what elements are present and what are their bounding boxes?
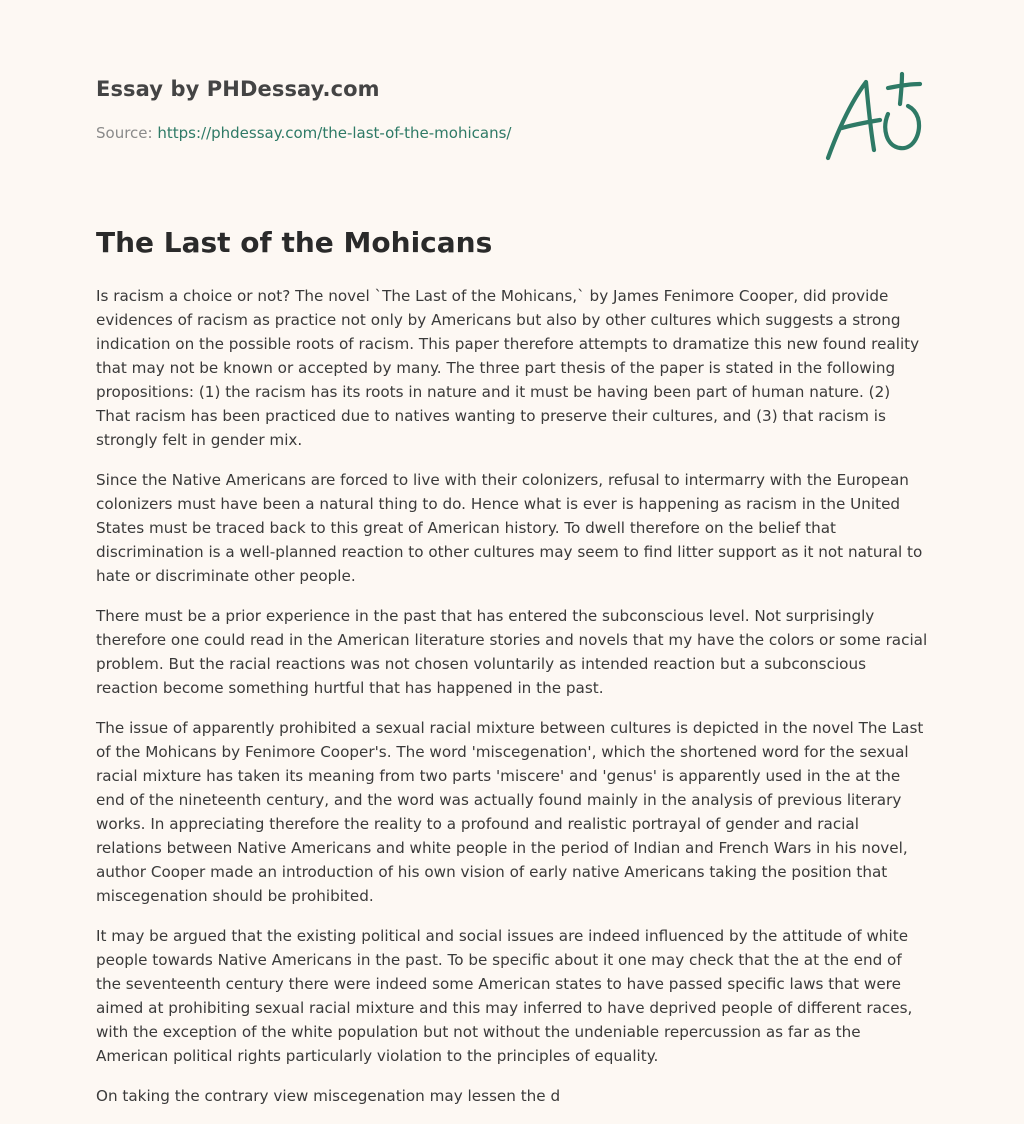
source-line — [96, 124, 511, 142]
source-link[interactable]: https://phdessay.com/the-last-of-the-mohicans/ — [157, 124, 512, 142]
essay-paragraph: The issue of apparently prohibited a sexual racial mixture between cultures is depicted in the novel The Last of the Mohicans by Fenimore Cooper's. The word 'miscegenation', which the shortened word for the sexual racial mixture has taken its meaning from two parts 'miscere' and 'genus' is apparently used in the at the end of the nineteenth century, and the word was actually found mainly in the analysis of previous literary works. In appreciating therefore the reality to a profound and realistic portrayal of gender and racial relations between Native Americans and white people in the period of Indian and French Wars in his novel, author Cooper made an introduction of his own vision of early native Americans taking the position that miscegenation should be prohibited. — [96, 719, 924, 905]
a-plus-grade-icon — [822, 66, 932, 166]
source-label: Source: — [96, 124, 153, 142]
essay-body — [96, 284, 928, 1124]
essay-title: The Last of the Mohicans — [96, 226, 493, 259]
essay-paragraph: Is racism a choice or not? The novel `The Last of the Mohicans,` by James Fenimore Cooper, did provide evidences of racism as practice not only by Americans but also by other cultures which suggests a strong indication on the possible roots of racism. This paper therefore attempts to dramatize this new found reality that may not be known or accepted by many. The three part thesis of the paper is stated in the following propositions: (1) the racism has its roots in nature and it must be having been part of human nature. (2) That racism has been practiced due to natives wanting to preserve their cultures, and (3) that racism is strongly felt in gender mix. — [96, 287, 920, 449]
essay-paragraph: There must be a prior experience in the past that has entered the subconscious level. Not surprisingly therefore one could read in the American literature stories and novels that my have the colors or some racial problem. But the racial reactions was not chosen voluntarily as intended reaction but a subconscious reaction become something hurtful that has happened in the past. — [96, 607, 928, 697]
essay-page — [96, 0, 928, 1105]
page-header — [96, 0, 928, 200]
essay-paragraph: Since the Native Americans are forced to live with their colonizers, refusal to intermarry with the European colonizers must have been a natural thing to do. Hence what is ever is happening as racism in the United States must be traced back to this great of American history. To dwell therefore on the belief that discrimination is a well-planned reaction to other cultures may seem to find litter support as it not natural to hate or discriminate other people. — [96, 471, 923, 585]
essay-paragraph: It may be argued that the existing political and social issues are indeed influenced by the attitude of white people towards Native Americans in the past. To be specific about it one may check that the at the end of the seventeenth century there were indeed some American states to have passed specific laws that were aimed at prohibiting sexual racial mixture and this may inferred to have deprived people of different races, with the exception of the white population but not without the undeniable repercussion as far as the American political rights particularly violation to the principles of equality. — [96, 927, 913, 1065]
essay-paragraph: On taking the contrary view miscegenation may lessen the d — [96, 1087, 561, 1105]
site-brand: Essay by PHDessay.com — [96, 77, 380, 101]
